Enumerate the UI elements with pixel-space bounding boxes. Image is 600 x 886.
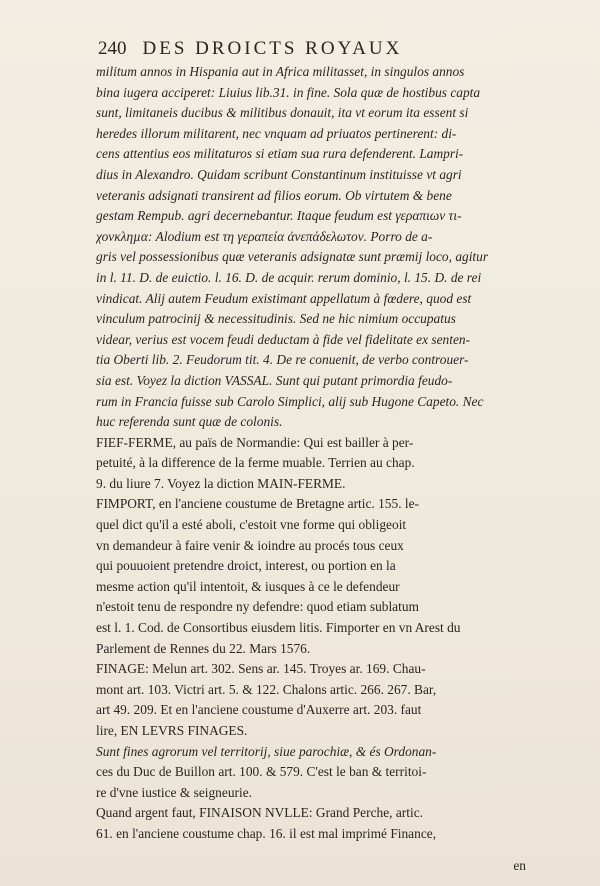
catchword: en	[513, 858, 526, 873]
text-line: mesme action qu'il intentoit, & iusques à ce le defendeur	[96, 578, 400, 594]
text-block	[96, 62, 516, 845]
text-line: gris vel possessionibus quæ veteranis adsignatæ sunt præmij loco, agitur	[96, 249, 489, 265]
text-line: Quand argent faut, FINAISON NVLLE: Grand Perche, artic.	[96, 805, 423, 821]
text-line: FINAGE: Melun art. 302. Sens ar. 145. Troyes ar. 169. Chau-	[96, 661, 426, 677]
text-line: veteranis adsignati transirent ad filios eorum. Ob virtutem & bene	[96, 187, 452, 203]
text-line: vn demandeur à faire venir & ioindre au procés tous ceux	[96, 537, 404, 553]
text-line: sia est. Voyez la diction VASSAL. Sunt qui putant primordia feudo-	[96, 372, 453, 388]
text-line: cens attentius eos militaturos si etiam sua rura defenderent. Lampri-	[96, 146, 464, 162]
page-number: 240	[98, 38, 127, 59]
text-line: militum annos in Hispania aut in Africa militasset, in singulos annos	[96, 64, 465, 79]
running-title: DES DROICTS ROYAUX	[142, 38, 403, 59]
text-line: 9. du liure 7. Voyez la diction MAIN-FERME.	[96, 475, 346, 491]
page-header	[98, 38, 518, 64]
text-line: rum in Francia fuisse sub Carolo Simplici, alij sub Hugone Capeto. Nec	[96, 393, 484, 409]
text-line: Parlement de Rennes du 22. Mars 1576.	[96, 640, 311, 656]
text-line: Sunt fines agrorum vel territorij, siue parochiæ, & és Ordonan-	[96, 743, 437, 759]
text-line: FIEF-FERME, au païs de Normandie: Qui est bailler à per-	[96, 434, 414, 450]
text-line: bina iugera acciperet: Liuius lib.31. in fine. Sola quæ de hostibus capta	[96, 84, 481, 100]
text-line: est l. 1. Cod. de Consortibus eiusdem litis. Fimporter en vn Arest du	[96, 620, 461, 636]
text-line: χονκληµα: Alodium est τη γεραπεία ἀνεπάδελωτον. Porro de a-	[96, 228, 433, 244]
text-line: gestam Rempub. agri decernebantur. Itaque feudum est γεραπιων τι-	[96, 208, 462, 224]
text-line: quel dict qu'il a esté aboli, c'estoit vne forme qui obligeoit	[96, 517, 407, 533]
text-line: videar, verius est vocem feudi deductam à fide vel fidelitate ex senten-	[96, 331, 471, 347]
text-line: huc referenda sunt quæ de colonis.	[96, 414, 283, 430]
text-line: lire, EN LEVRS FINAGES.	[96, 723, 248, 738]
text-line: 61. en l'anciene coustume chap. 16. il est mal imprimé Finance,	[96, 825, 437, 841]
text-line: art 49. 209. Et en l'anciene coustume d'Auxerre art. 203. faut	[96, 702, 422, 718]
text-line: re d'vne iustice & seigneurie.	[96, 784, 252, 800]
text-line: petuité, à la difference de la ferme muable. Terrien au chap.	[96, 455, 415, 471]
text-line: n'estoit tenu de respondre ny defendre: quod etiam sublatum	[96, 599, 419, 615]
text-line: mont art. 103. Victri art. 5. & 122. Chalons artic. 266. 267. Bar,	[96, 681, 437, 697]
text-line: dius in Alexandro. Quidam scribunt Constantinum instituisse vt agri	[96, 166, 462, 182]
text-line: FIMPORT, en l'anciene coustume de Bretagne artic. 155. le-	[96, 496, 420, 512]
text-line: in l. 11. D. de euictio. l. 16. D. de acquir. rerum dominio, l. 15. D. de rei	[96, 269, 482, 285]
text-line: sunt, limitaneis ducibus & militibus donauit, ita vt eorum ita essent si	[96, 105, 469, 121]
text-line: qui pouuoient pretendre droict, interest, ou portion en la	[96, 558, 396, 574]
text-line: ces du Duc de Buillon art. 100. & 579. C'est le ban & territoi-	[96, 764, 427, 780]
text-line: heredes illorum militarent, nec vnquam ad priuatos pertinerent: di-	[96, 125, 457, 141]
text-line: vindicat. Alij autem Feudum existimant appellatum à fœdere, quod est	[96, 290, 472, 306]
text-line: vinculum patrocinij & necessitudinis. Sed ne hic nimium occupatus	[96, 311, 456, 327]
text-line: tia Oberti lib. 2. Feudorum tit. 4. De re conuenit, de verbo controuer-	[96, 352, 469, 368]
